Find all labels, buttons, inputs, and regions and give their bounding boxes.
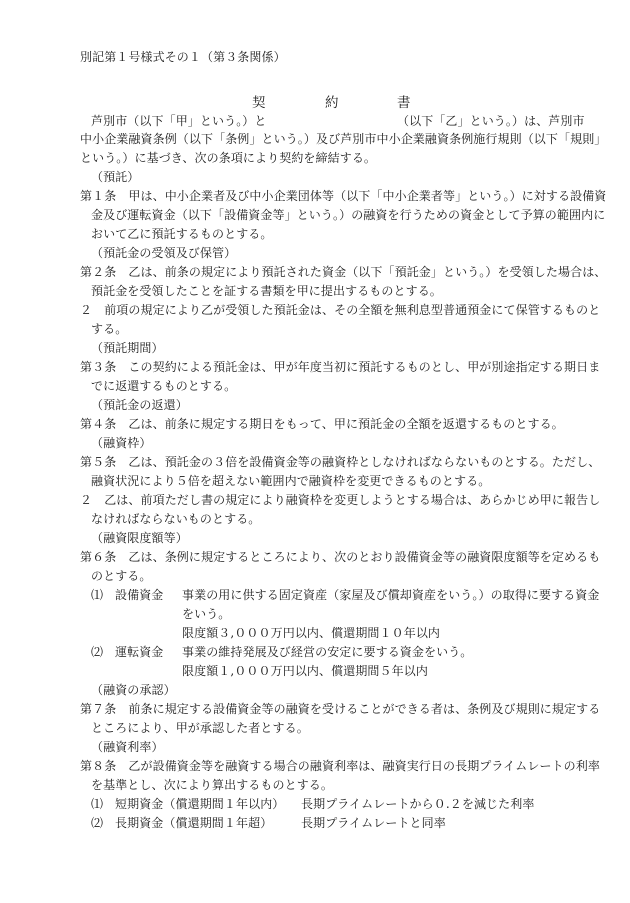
preamble-line-1-left: 芦別市（以下「甲」という。）と <box>91 114 267 128</box>
article-6-line: のとする。 <box>91 569 152 583</box>
article-8-heading: （融資利率） <box>91 740 164 754</box>
title-char-2: 約 <box>325 95 339 111</box>
article-1-line: 第１条 甲は、中小企業者及び中小企業団体等（以下「中小企業者等」という。）に対する設備資 <box>80 189 607 203</box>
article-6-item-2-label: 運転資金 <box>115 645 164 659</box>
article-2-heading: （預託金の受領及び保管） <box>91 246 237 260</box>
article-8-item-1-number: ⑴ <box>91 797 104 811</box>
article-8-item-1-rate: 長期プライムレートから０.２を減じた利率 <box>301 797 535 811</box>
title-char-3: 書 <box>397 95 411 111</box>
article-6-heading: （融資限度額等） <box>91 531 188 545</box>
article-3-line: 第３条 この契約による預託金は、甲が年度当初に預託するものとし、甲が別途指定する期日ま <box>80 360 601 374</box>
article-8-item-2-rate: 長期プライムレートと同率 <box>301 816 446 830</box>
article-6-item-1-label: 設備資金 <box>115 588 164 602</box>
article-6-item-1-number: ⑴ <box>91 588 104 602</box>
document-title <box>0 91 630 109</box>
article-6-item-2-limit: 限度額１,０００万円以内、償還期間５年以内 <box>182 664 428 678</box>
article-6-item-2-number: ⑵ <box>91 645 104 659</box>
article-2-line: 第２条 乙は、前条の規定により預託された資金（以下「預託金」という。）を受領した場合は、 <box>80 265 607 279</box>
article-5-heading: （融資枠） <box>91 436 152 450</box>
article-7-line: ところにより、甲が承認した者とする。 <box>91 721 309 735</box>
article-4-line: 第４条 乙は、前条に規定する期日をもって、甲に預託金の全額を返還するものとする。 <box>80 417 564 431</box>
article-1-line: おいて乙に預託するものとする。 <box>91 227 273 241</box>
article-2-line: 預託金を受領したことを証する書類を甲に提出するものとする。 <box>91 284 442 298</box>
article-1-heading: （預託） <box>91 170 140 184</box>
article-8-item-2-number: ⑵ <box>91 816 104 830</box>
article-8-line: 第８条 乙が設備資金等を融資する場合の融資利率は、融資実行日の長期プライムレートの利率 <box>80 759 600 773</box>
preamble-line-2: 中小企業融資条例（以下「条例」という。）及び芦別市中小企業融資条例施行規則（以下「規則」 <box>80 132 607 146</box>
article-7-heading: （融資の承認） <box>91 683 176 697</box>
article-6-line: 第６条 乙は、条例に規定するところにより、次のとおり設備資金等の融資限度額等を定めるも <box>80 550 601 564</box>
article-2-line: ２ 前項の規定により乙が受領した預託金は、その全額を無利息型普通預金にて保管するものと <box>80 303 601 317</box>
article-6-item-1-limit: 限度額３,０００万円以内、償還期間１０年以内 <box>182 626 441 640</box>
article-1-line: 金及び運転資金（以下「設備資金等」という。）の融資を行うための資金として予算の範囲内に <box>91 208 606 222</box>
article-3-heading: （預託期間） <box>91 341 164 355</box>
article-2-line: する。 <box>91 322 128 336</box>
article-4-heading: （預託金の返還） <box>91 398 188 412</box>
article-6-item-1-description: 事業の用に供する固定資産（家屋及び償却資産をいう。）の取得に要する資金 <box>182 588 600 602</box>
article-5-line: なければならないものとする。 <box>91 512 261 526</box>
preamble-line-1-right: （以下「乙」という。）は、芦別市 <box>397 114 585 128</box>
article-8-line: を基準とし、次により算出するものとする。 <box>91 778 334 792</box>
article-6-item-2-description: 事業の維持発展及び経営の安定に要する資金をいう。 <box>182 645 473 659</box>
title-char-1: 契 <box>252 95 266 111</box>
preamble-line-3: という。）に基づき、次の条項により契約を締結する。 <box>80 151 377 165</box>
article-5-line: 融資状況により５倍を超えない範囲内で融資枠を変更できるものとする。 <box>91 474 491 488</box>
article-8-item-1-label: 短期資金（償還期間１年以内） <box>115 797 285 811</box>
article-5-line: ２ 乙は、前項ただし書の規定により融資枠を変更しようとする場合は、あらかじめ甲に報告し <box>80 493 601 507</box>
article-8-item-2-label: 長期資金（償還期間１年超） <box>115 816 273 830</box>
article-3-line: でに返還するものとする。 <box>91 379 237 393</box>
form-label: 別記第１号様式その１（第３条関係） <box>80 50 286 64</box>
article-7-line: 第７条 前条に規定する設備資金等の融資を受けることができる者は、条例及び規則に規定する <box>80 702 601 716</box>
article-6-item-1-description: をいう。 <box>182 607 231 621</box>
article-5-line: 第５条 乙は、預託金の３倍を設備資金等の融資枠としなければならないものとする。ただし、 <box>80 455 601 469</box>
